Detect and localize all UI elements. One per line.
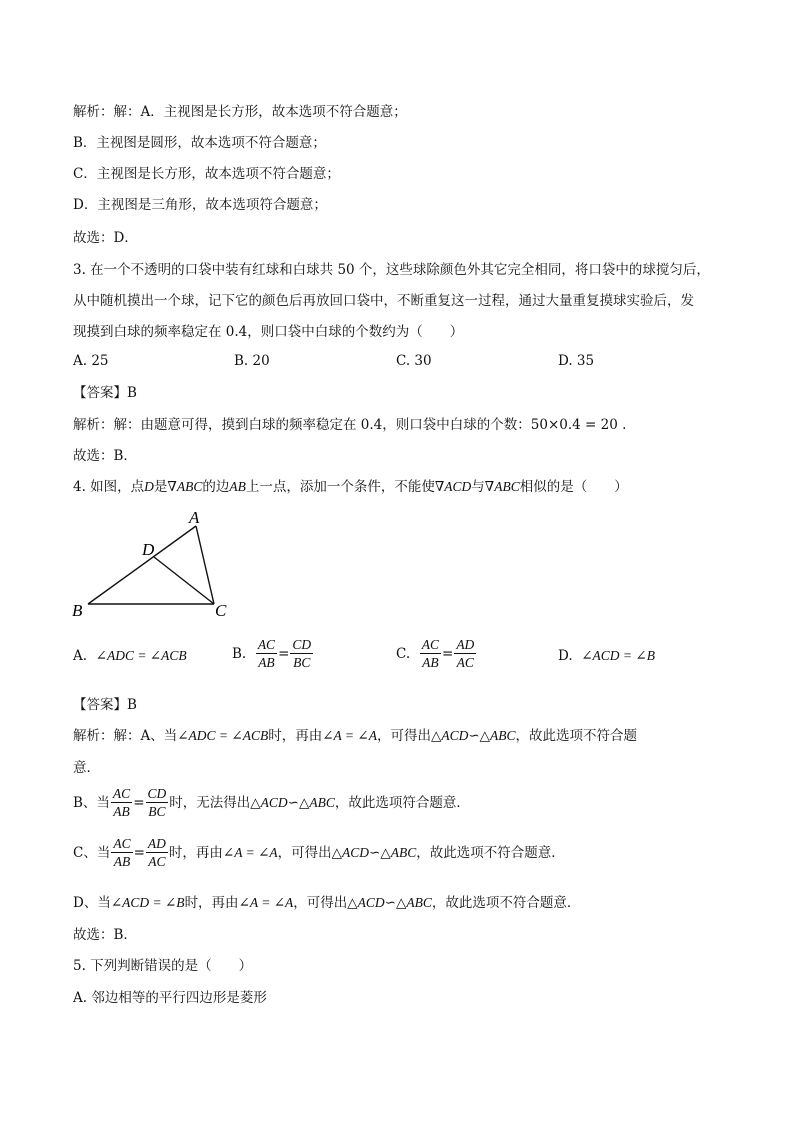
q4-option-d: D. ∠ACD = ∠B [558,648,655,664]
q4-option-c: C. $\frac{AC}{AB}$ = $\frac{AD}{AC}$ [396,637,475,670]
q3-option-a: A. 25 [73,353,109,369]
prev-explanation-c: C．主视图是长方形，故本选项不符合题意； [73,166,340,182]
prev-explanation-b: B．主视图是圆形，故本选项不符合题意； [73,135,326,151]
q3-explanation: 解析：解：由题意可得，摸到白球的频率稳定在 0.4，则口袋中白球的个数：50×0.4 = 20 . [73,417,627,433]
q4-answer: 【答案】B [73,697,137,713]
q3-conclusion: 故选：B． [73,448,137,464]
q4-explanation-c: C、当 $\frac{AC}{AB}$ = $\frac{AD}{AC}$ 时，再由 ∠A = ∠A ，可得出 △ACD∽△ABC ，故此选项不符合题意． [73,836,565,869]
fraction: $\frac{AC}{AB}$ [113,836,131,869]
triangle-figure [68,508,238,623]
fraction: $\frac{AD}{AC}$ [147,836,166,869]
q4-option-a: A. ∠ADC = ∠ACB [73,648,187,664]
prev-explanation-d: D．主视图是三角形，故本选项符合题意； [73,197,327,213]
q5-option-a: A. 邻边相等的平行四边形是菱形 [73,990,267,1006]
prev-conclusion: 故选：D． [73,230,138,246]
label-c: C [215,601,227,620]
q3-option-c: C. 30 [396,353,432,369]
prev-explanation-intro: 解析：解：A．主视图是长方形，故本选项不符合题意； [73,104,407,120]
q5-stem: 5. 下列判断错误的是（ ） [73,958,253,974]
q4-conclusion: 故选：B． [73,927,137,943]
q3-stem-line3: 现摸到白球的频率稳定在 0.4，则口袋中白球的个数约为（ ） [73,324,464,340]
fraction: $\frac{CD}{BC}$ [292,637,312,670]
q3-option-b: B. 20 [234,353,270,369]
q4-explanation-a-cont: 意． [73,760,100,776]
q4-explanation-a: 解析：解：A、当∠ADC = ∠ACB时，再由∠A = ∠A，可得出△ACD∽△ABC，故此选项不符合题 [73,728,638,744]
q4-explanation-b: B、当 $\frac{AC}{AB}$ = $\frac{CD}{BC}$ 时，无法得出 △ACD∽△ABC ，故此选项符合题意． [73,786,470,819]
q4-explanation-d: D、当∠ACD = ∠B时，再由∠A = ∠A，可得出△ACD∽△ABC，故此选项不符合题意． [73,895,581,911]
fraction: $\frac{AD}{AC}$ [456,637,475,670]
label-b: B [72,601,83,620]
q3-stem-line2: 从中随机摸出一个球，记下它的颜色后再放回口袋中，不断重复这一过程，通过大量重复摸球实验后，发 [73,293,694,309]
fraction: $\frac{AC}{AB}$ [257,637,276,670]
q3-option-d: D. 35 [558,353,595,369]
segment-ba [88,526,196,604]
fraction: $\frac{CD}{BC}$ [147,786,167,819]
q3-stem-line1: 3. 在一个不透明的口袋中装有红球和白球共 50 个，这些球除颜色外其它完全相同，将口袋中的球搅匀后， [73,262,710,278]
label-a: A [189,508,200,527]
fraction: $\frac{AC}{AB}$ [421,637,439,670]
label-d: D [142,540,155,559]
fraction: $\frac{AC}{AB}$ [112,786,131,819]
q3-answer: 【答案】B [73,385,137,401]
q4-option-b: B. $\frac{AC}{AB}$ = $\frac{CD}{BC}$ [232,637,312,670]
q4-stem: 4. 如图，点D是∇ABC的边AB上一点，添加一个条件，不能使∇ACD与∇ABC相似的是（ ） [73,479,628,495]
